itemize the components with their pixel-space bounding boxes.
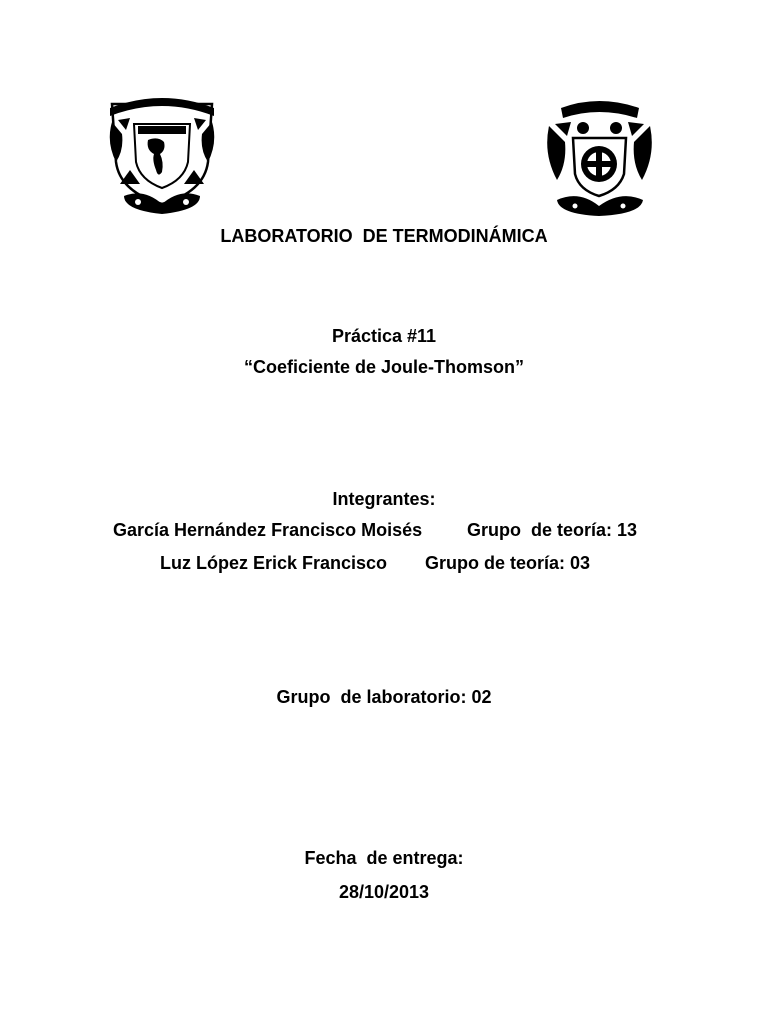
member-name: Luz López Erick Francisco	[160, 553, 388, 573]
engineering-faculty-logo	[543, 94, 656, 218]
practice-number: Práctica #11	[331, 326, 437, 346]
member-name: García Hernández Francisco Moisés	[113, 520, 423, 540]
lab-group: Grupo de laboratorio: 02	[276, 687, 492, 707]
document-title: LABORATORIO DE TERMODINÁMICA	[220, 226, 548, 246]
unam-seal-icon	[104, 92, 220, 218]
fi-seal-icon	[543, 94, 656, 218]
delivery-label: Fecha de entrega:	[304, 848, 464, 868]
member-group: Grupo de teoría: 03	[425, 553, 591, 573]
practice-name: “Coeficiente de Joule-Thomson”	[243, 357, 525, 377]
delivery-date: 28/10/2013	[338, 882, 430, 902]
unam-logo	[104, 92, 220, 218]
members-heading: Integrantes:	[332, 489, 436, 509]
member-group: Grupo de teoría: 13	[467, 520, 638, 540]
